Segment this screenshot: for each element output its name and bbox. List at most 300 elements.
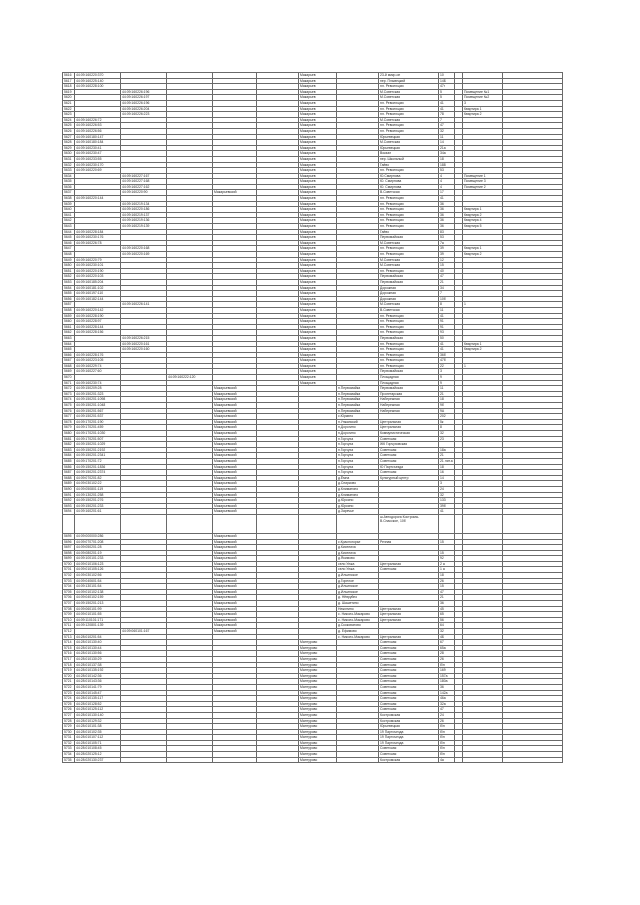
cell-st: 19 Партсъезда xyxy=(379,735,439,741)
cell-c: Макарьев xyxy=(299,363,337,369)
cell-h: 26 xyxy=(439,578,455,584)
cell-c: Макарьев xyxy=(299,229,337,235)
cell-k2: 44:09:160220:186 xyxy=(121,207,167,213)
cell-k1: 44:09:160225:140 xyxy=(75,78,121,84)
cell-h: 4а xyxy=(439,757,455,763)
cell-k1: 44:09:100101:233 xyxy=(75,556,121,562)
cell-r: Макарьевский xyxy=(213,623,257,629)
cell-st: Ю Партсъезда xyxy=(379,464,439,470)
cell-c: Макарьев xyxy=(299,347,337,353)
cell-h: 41 xyxy=(439,313,455,319)
cell-r: Макарьевский xyxy=(213,425,257,431)
cell-n: 5708 xyxy=(63,606,75,612)
cell-h: 39б xyxy=(439,503,455,509)
cell-n: 5700 xyxy=(63,561,75,567)
cell-st: Дорожная xyxy=(379,296,439,302)
cell-st: Костромская xyxy=(379,718,439,724)
cell-st: пл. Революции xyxy=(379,196,439,202)
cell-k1: 44:09:160233:55 xyxy=(75,156,121,162)
cell-k2: 44:09:160220:169 xyxy=(121,252,167,258)
cell-n: 5662 xyxy=(63,330,75,336)
cell-h: 36 xyxy=(439,201,455,207)
cell-c: Макарьев xyxy=(299,168,337,174)
cell-np: п.Первомайка xyxy=(337,408,379,414)
cell-note: Квартира 2 xyxy=(463,252,503,258)
cell-st: Костромская xyxy=(379,712,439,718)
cell-h: 11 xyxy=(439,134,455,140)
cell-h: 14 xyxy=(439,475,455,481)
cell-k1: 44:09:160220:69 xyxy=(75,168,121,174)
cell-h: 36 xyxy=(439,212,455,218)
cell-k2: 44:09:160220:161 xyxy=(121,341,167,347)
cell-k2: 44:09:160226:197 xyxy=(121,95,167,101)
cell-st: пл. Революции xyxy=(379,268,439,274)
cell-c: Мантурово xyxy=(299,673,337,679)
cell-st: ЖК Горчуховская xyxy=(379,442,439,448)
cell-np: с.Красногорье xyxy=(337,539,379,545)
cell-h: 36 xyxy=(439,684,455,690)
cell-k1: 44:09:080201:19 xyxy=(75,550,121,556)
cell-st: пл. Революции xyxy=(379,212,439,218)
cell-st: Советская xyxy=(379,662,439,668)
cell-k2: 44:09:160219:137 xyxy=(121,212,167,218)
cell-h: 21 xyxy=(439,453,455,459)
cell-h: 56 xyxy=(439,617,455,623)
cell-h: 32 xyxy=(439,629,455,635)
cell-n: 5636 xyxy=(63,184,75,190)
cell-n: 5622 xyxy=(63,106,75,112)
cell-h: 4 xyxy=(439,173,455,179)
cell-np: п.Первомайка xyxy=(337,391,379,397)
cell-n: 5655 xyxy=(63,291,75,297)
cell-st: Советская xyxy=(379,656,439,662)
cell-h: 5к xyxy=(439,419,455,425)
cell-h: 53 xyxy=(439,235,455,241)
cell-np: п.Дорогино xyxy=(337,431,379,437)
cell-h: 47б xyxy=(439,358,455,364)
cell-n: 5617 xyxy=(63,78,75,84)
cell-st: пл. Революции xyxy=(379,324,439,330)
cell-n: 5663 xyxy=(63,335,75,341)
cell-c: Макарьев xyxy=(299,134,337,140)
cell-k3: 44:09:160222:120 xyxy=(167,375,213,381)
cell-h: б/н xyxy=(439,662,455,668)
cell-n: 5675 xyxy=(63,403,75,409)
cell-h: 188 xyxy=(439,162,455,168)
cell-st: пл. Революции xyxy=(379,330,439,336)
cell-st: пл. Революции xyxy=(379,313,439,319)
cell-h: 21 xyxy=(439,279,455,285)
cell-h: 7 xyxy=(439,291,455,297)
cell-k1: 44:09:110101:171 xyxy=(75,617,121,623)
cell-h: 50 xyxy=(439,335,455,341)
cell-st: Советская xyxy=(379,752,439,758)
cell-n: 5618 xyxy=(63,84,75,90)
cell-note: Квартира 1 xyxy=(463,246,503,252)
cell-h: 34 xyxy=(439,285,455,291)
cell-k1: 44:09:160185:204 xyxy=(75,279,121,285)
cell-r: Макарьевский xyxy=(213,498,257,504)
cell-st: Советская xyxy=(379,458,439,464)
cell-h: 40 xyxy=(439,268,455,274)
cell-h: 91 xyxy=(439,324,455,330)
cell-k1: 44:28:020125:12 xyxy=(75,752,121,758)
cell-k1: 44:09:150201:2374 xyxy=(75,470,121,476)
cell-r: Макарьевский xyxy=(213,589,257,595)
cell-n: 5719 xyxy=(63,668,75,674)
cell-k1: 44:09:160230:101 xyxy=(75,263,121,269)
cell-n: 5709 xyxy=(63,612,75,618)
cell-c: Макарьев xyxy=(299,89,337,95)
cell-st: Набережная xyxy=(379,408,439,414)
cell-n: 5726 xyxy=(63,707,75,713)
cell-n: 5616 xyxy=(63,73,75,79)
cell-h: 5 xyxy=(439,89,455,95)
cell-st: Центральная xyxy=(379,419,439,425)
cell-np: п.Первомайка xyxy=(337,403,379,409)
cell-c: Макарьев xyxy=(299,235,337,241)
register-sheet xyxy=(62,72,562,763)
cell-k1: 44:09:150201:2192 xyxy=(75,447,121,453)
cell-h: 1 а xyxy=(439,567,455,573)
cell-np: д.Климатино xyxy=(337,492,379,498)
cell-c: Макарьев xyxy=(299,291,337,297)
cell-h: 47 xyxy=(439,274,455,280)
cell-k1: 44:09:050201:28 xyxy=(75,545,121,551)
cell-st: пер. Школьный xyxy=(379,156,439,162)
cell-k2: 44:09:160226:196 xyxy=(121,100,167,106)
cell-n: 5666 xyxy=(63,352,75,358)
cell-h: 23 xyxy=(439,436,455,442)
cell-k2 xyxy=(121,757,167,763)
cell-r xyxy=(213,757,257,763)
cell-n: 5698 xyxy=(63,550,75,556)
cell-n: 5660 xyxy=(63,319,75,325)
cell-st: пер. Плывецкий xyxy=(379,78,439,84)
cell-k1: 44:28:010130:29 xyxy=(75,656,121,662)
cell-n: 5731 xyxy=(63,735,75,741)
cell-r: Макарьевский xyxy=(213,567,257,573)
cell-n: 5647 xyxy=(63,246,75,252)
cell-n: 5676 xyxy=(63,408,75,414)
cell-k1: 44:28:010141:79 xyxy=(75,684,121,690)
cell-k1: 44:09:160228:156 xyxy=(75,330,121,336)
cell-k1: 44:09:160226:78 xyxy=(75,240,121,246)
cell-st: М.Советская xyxy=(379,95,439,101)
cell-k1: 44:09:150201:233 xyxy=(75,503,121,509)
cell-c: Макарьев xyxy=(299,263,337,269)
cell-h: 22 xyxy=(439,363,455,369)
cell-k1: 44:28:010101:38 xyxy=(75,724,121,730)
cell-n: 5661 xyxy=(63,324,75,330)
cell-r: Макарьевский xyxy=(213,612,257,618)
cell-r: Макарьевский xyxy=(213,447,257,453)
cell-c: Макарьев xyxy=(299,145,337,151)
cell-k1: 44:09:160220:370 xyxy=(75,73,121,79)
cell-n: 5644 xyxy=(63,229,75,235)
cell-st: 19 Партсъезда xyxy=(379,729,439,735)
cell-st: Площадная xyxy=(379,380,439,386)
cell-st: Советская xyxy=(379,707,439,713)
cell-n: 5689 xyxy=(63,481,75,487)
cell-n: 5681 xyxy=(63,436,75,442)
cell-n: 5630 xyxy=(63,151,75,157)
cell-n: 5715 xyxy=(63,645,75,651)
cell-h: б/н xyxy=(439,729,455,735)
cell-h: 83 xyxy=(439,229,455,235)
cell-h: 47 xyxy=(439,707,455,713)
cell-h: 26 xyxy=(439,656,455,662)
cell-n: 5702 xyxy=(63,573,75,579)
cell-c: Макарьев xyxy=(299,257,337,263)
cell-st: Первомайская xyxy=(379,335,439,341)
cell-n: 5627 xyxy=(63,134,75,140)
cell-np: п.Дорогино xyxy=(337,425,379,431)
cell-st: Первомайская xyxy=(379,386,439,392)
cell-c: Макарьев xyxy=(299,106,337,112)
cell-st: Советская xyxy=(379,645,439,651)
cell-h: 32а xyxy=(439,701,455,707)
cell-st: Советская xyxy=(379,679,439,685)
cell-c: Мантурово xyxy=(299,690,337,696)
cell-k1: 44:09:150201:2341 xyxy=(75,453,121,459)
cell-np: село Унжа xyxy=(337,567,379,573)
cell-k1: 44:09:150201:1098 xyxy=(75,397,121,403)
cell-np: д.Киселиха xyxy=(337,545,379,551)
cell-n: 5704 xyxy=(63,584,75,590)
cell-st: В.Советская xyxy=(379,307,439,313)
cell-k1: 44:28:010102:35 xyxy=(75,729,121,735)
cell-k1: 44:28:010125:112 xyxy=(75,707,121,713)
cell-k1: 44:28:010130:56 xyxy=(75,651,121,657)
cell-n: 5639 xyxy=(63,201,75,207)
cell-np: д.Спирково xyxy=(337,481,379,487)
cell-h: 41 xyxy=(439,347,455,353)
cell-k1: 44:28:020130:237 xyxy=(75,757,121,763)
cell-c: Макарьев xyxy=(299,335,337,341)
cell-n: 5678 xyxy=(63,419,75,425)
cell-st: Центральная xyxy=(379,425,439,431)
cell-n: 5646 xyxy=(63,240,75,246)
cell-h: 36б xyxy=(439,352,455,358)
cell-k1: 44:09:160228:176 xyxy=(75,352,121,358)
cell-h: 21 xyxy=(439,391,455,397)
cell-n: 5650 xyxy=(63,263,75,269)
cell-c: Мантурово xyxy=(299,724,337,730)
cell-st: Первомайская xyxy=(379,274,439,280)
cell-note: Помещение №2 xyxy=(463,95,503,101)
cell-note: 1 xyxy=(463,302,503,308)
cell-h: 93 xyxy=(439,330,455,336)
cell-c: Мантурово xyxy=(299,684,337,690)
cell-h: 28 xyxy=(439,651,455,657)
cell-k1: 44:09:170201:1030 xyxy=(75,431,121,437)
cell-k1: 44:09:160220:79 xyxy=(75,257,121,263)
cell-k1: 44:09:040601:54 xyxy=(75,578,121,584)
cell-st: Советская xyxy=(379,447,439,453)
cell-k2: 44:09:160227:167 xyxy=(121,173,167,179)
cell-k1: 44:09:050801:119 xyxy=(75,486,121,492)
cell-r: Макарьевский xyxy=(213,442,257,448)
cell-c: Макарьев xyxy=(299,341,337,347)
cell-k1: 44:09:150201:537 xyxy=(75,414,121,420)
cell-h: 7а xyxy=(439,240,455,246)
cell-h: 4 xyxy=(439,184,455,190)
cell-h: б/н xyxy=(439,746,455,752)
cell-c: Макарьев xyxy=(299,369,337,375)
cell-note: Квартира 1 xyxy=(463,106,503,112)
cell-sp xyxy=(257,757,299,763)
cell-r: Макарьевский xyxy=(213,584,257,590)
cell-c: Макарьев xyxy=(299,151,337,157)
cell-st: Юрьевецкая xyxy=(379,134,439,140)
cell-st: Советская xyxy=(379,436,439,442)
cell-h: б/н xyxy=(439,752,455,758)
cell-k1: 44:09:070701:208 xyxy=(75,539,121,545)
table-row xyxy=(63,757,563,763)
cell-np: д.Ильинское xyxy=(337,589,379,595)
cell-h: 9б xyxy=(439,403,455,409)
cell-st: пл. Революции xyxy=(379,358,439,364)
cell-h: 8 xyxy=(439,425,455,431)
cell-h: 24 xyxy=(439,712,455,718)
cell-n: 5657 xyxy=(63,302,75,308)
cell-note: 3 xyxy=(463,100,503,106)
cell-st: пл. Революции xyxy=(379,207,439,213)
cell-np: п.Горчуха xyxy=(337,447,379,453)
cell-n: 5721 xyxy=(63,679,75,685)
cell-st: пл. Революции xyxy=(379,106,439,112)
cell-np: п.Горчуха xyxy=(337,464,379,470)
cell-k1: 44:09:150201:213 xyxy=(75,601,121,607)
cell-k1: 44:28:010130:40 xyxy=(75,640,121,646)
cell-c: Макарьев xyxy=(299,117,337,123)
cell-h: 9 xyxy=(439,380,455,386)
cell-st: Советская xyxy=(379,701,439,707)
cell-k1: 44:09:150201:276 xyxy=(75,498,121,504)
cell-c: Мантурово xyxy=(299,757,337,763)
cell-h: 36 xyxy=(439,218,455,224)
cell-n: 5670 xyxy=(63,375,75,381)
cell-note: 1 xyxy=(463,363,503,369)
cell-np: д.Киселиха xyxy=(337,550,379,556)
cell-n: 5683 xyxy=(63,447,75,453)
cell-c: Макарьев xyxy=(299,84,337,90)
cell-h: 12 xyxy=(439,257,455,263)
cell-st: Ю. Смирнова xyxy=(379,179,439,185)
cell-k1: 44:09:160223:105 xyxy=(75,358,121,364)
cell-n: 5671 xyxy=(63,380,75,386)
cell-h: 47 xyxy=(439,123,455,129)
cell-np: п.Первомайка xyxy=(337,397,379,403)
cell-c: Макарьев xyxy=(299,140,337,146)
cell-c: Макарьев xyxy=(299,218,337,224)
cell-k1: 44:09:150201:1029 xyxy=(75,442,121,448)
cell-c: Мантурово xyxy=(299,651,337,657)
cell-h: 24 xyxy=(439,486,455,492)
cell-r: Макарьевский xyxy=(213,573,257,579)
cell-c: Макарьев xyxy=(299,313,337,319)
cell-c: Мантурово xyxy=(299,662,337,668)
cell-k2: 44:09:160226:196 xyxy=(121,89,167,95)
cell-st: Набережная xyxy=(379,397,439,403)
cell-h: 32 xyxy=(439,431,455,437)
cell-h: 53 xyxy=(439,168,455,174)
cell-st: В.Советская xyxy=(379,190,439,196)
cell-k1: 44:09:160228:190 xyxy=(75,313,121,319)
cell-k1: 44:28:010129:32 xyxy=(75,718,121,724)
cell-h: 157а xyxy=(439,673,455,679)
cell-h: 78 xyxy=(439,112,455,118)
cell-k1: 44:09:160230:74 xyxy=(75,380,121,386)
cell-c: Макарьев xyxy=(299,252,337,258)
cell-n: 5634 xyxy=(63,173,75,179)
cell-k1: 44:09:160220:144 xyxy=(75,196,121,202)
cell-st: Юрьевецкая xyxy=(379,724,439,730)
cell-c: Мантурово xyxy=(299,668,337,674)
cell-c: Макарьев xyxy=(299,307,337,313)
cell-h: 14Б xyxy=(439,78,455,84)
table-row xyxy=(63,514,563,533)
cell-n: 5694 xyxy=(63,509,75,515)
cell-c: Макарьев xyxy=(299,302,337,308)
cell-h: 64 xyxy=(439,623,455,629)
cell-st: М.Советская xyxy=(379,302,439,308)
cell-h: 15 xyxy=(439,539,455,545)
cell-k1: 44:09:160229:74 xyxy=(75,363,121,369)
cell-np: п.Горчуха xyxy=(337,458,379,464)
cell-n: 5710 xyxy=(63,617,75,623)
cell-n: 5682 xyxy=(63,442,75,448)
cell-c: Мантурово xyxy=(299,729,337,735)
cell-c: Макарьев xyxy=(299,179,337,185)
cell-h: 3 xyxy=(439,481,455,487)
cell-n: 5718 xyxy=(63,662,75,668)
cell-k1: 44:09:160220:142 xyxy=(75,307,121,313)
cell-k1: 44:09:170201:72 xyxy=(75,458,121,464)
cell-k1: 44:09:030102:22 xyxy=(75,481,121,487)
cell-n: 5725 xyxy=(63,701,75,707)
cell-st: Советская xyxy=(379,567,439,573)
cell-c: Мантурово xyxy=(299,712,337,718)
cell-k1: 44:28:010142:36 xyxy=(75,673,121,679)
cell-h: 18 xyxy=(439,573,455,579)
cell-np: с. Николо-Макарово xyxy=(337,612,379,618)
cell-n: 5734 xyxy=(63,752,75,758)
cell-note: Помещение №1 xyxy=(463,89,503,95)
cell-note: Помещение 1 xyxy=(463,173,503,179)
cell-n: 5637 xyxy=(63,190,75,196)
cell-c: Макарьев xyxy=(299,324,337,330)
cell-st: М.Советская xyxy=(379,240,439,246)
cell-r: Макарьевский xyxy=(213,458,257,464)
cell-st: Советская xyxy=(379,690,439,696)
cell-c: Макарьев xyxy=(299,330,337,336)
cell-note xyxy=(463,757,503,763)
cell-h: 47 xyxy=(439,589,455,595)
cell-n: 5720 xyxy=(63,673,75,679)
cell-k2: 44:09:160227:162 xyxy=(121,184,167,190)
cell-st: пл. Революции xyxy=(379,363,439,369)
cell-st: Вокзал xyxy=(379,151,439,157)
cell-n: 5711 xyxy=(63,623,75,629)
cell-k1: 44:09:150201:567 xyxy=(75,408,121,414)
cell-h: 11 xyxy=(439,307,455,313)
cell-np: Нежитино xyxy=(337,606,379,612)
cell-n: 5690 xyxy=(63,486,75,492)
cell-st: пл. Революции xyxy=(379,123,439,129)
cell-n: 5705 xyxy=(63,589,75,595)
